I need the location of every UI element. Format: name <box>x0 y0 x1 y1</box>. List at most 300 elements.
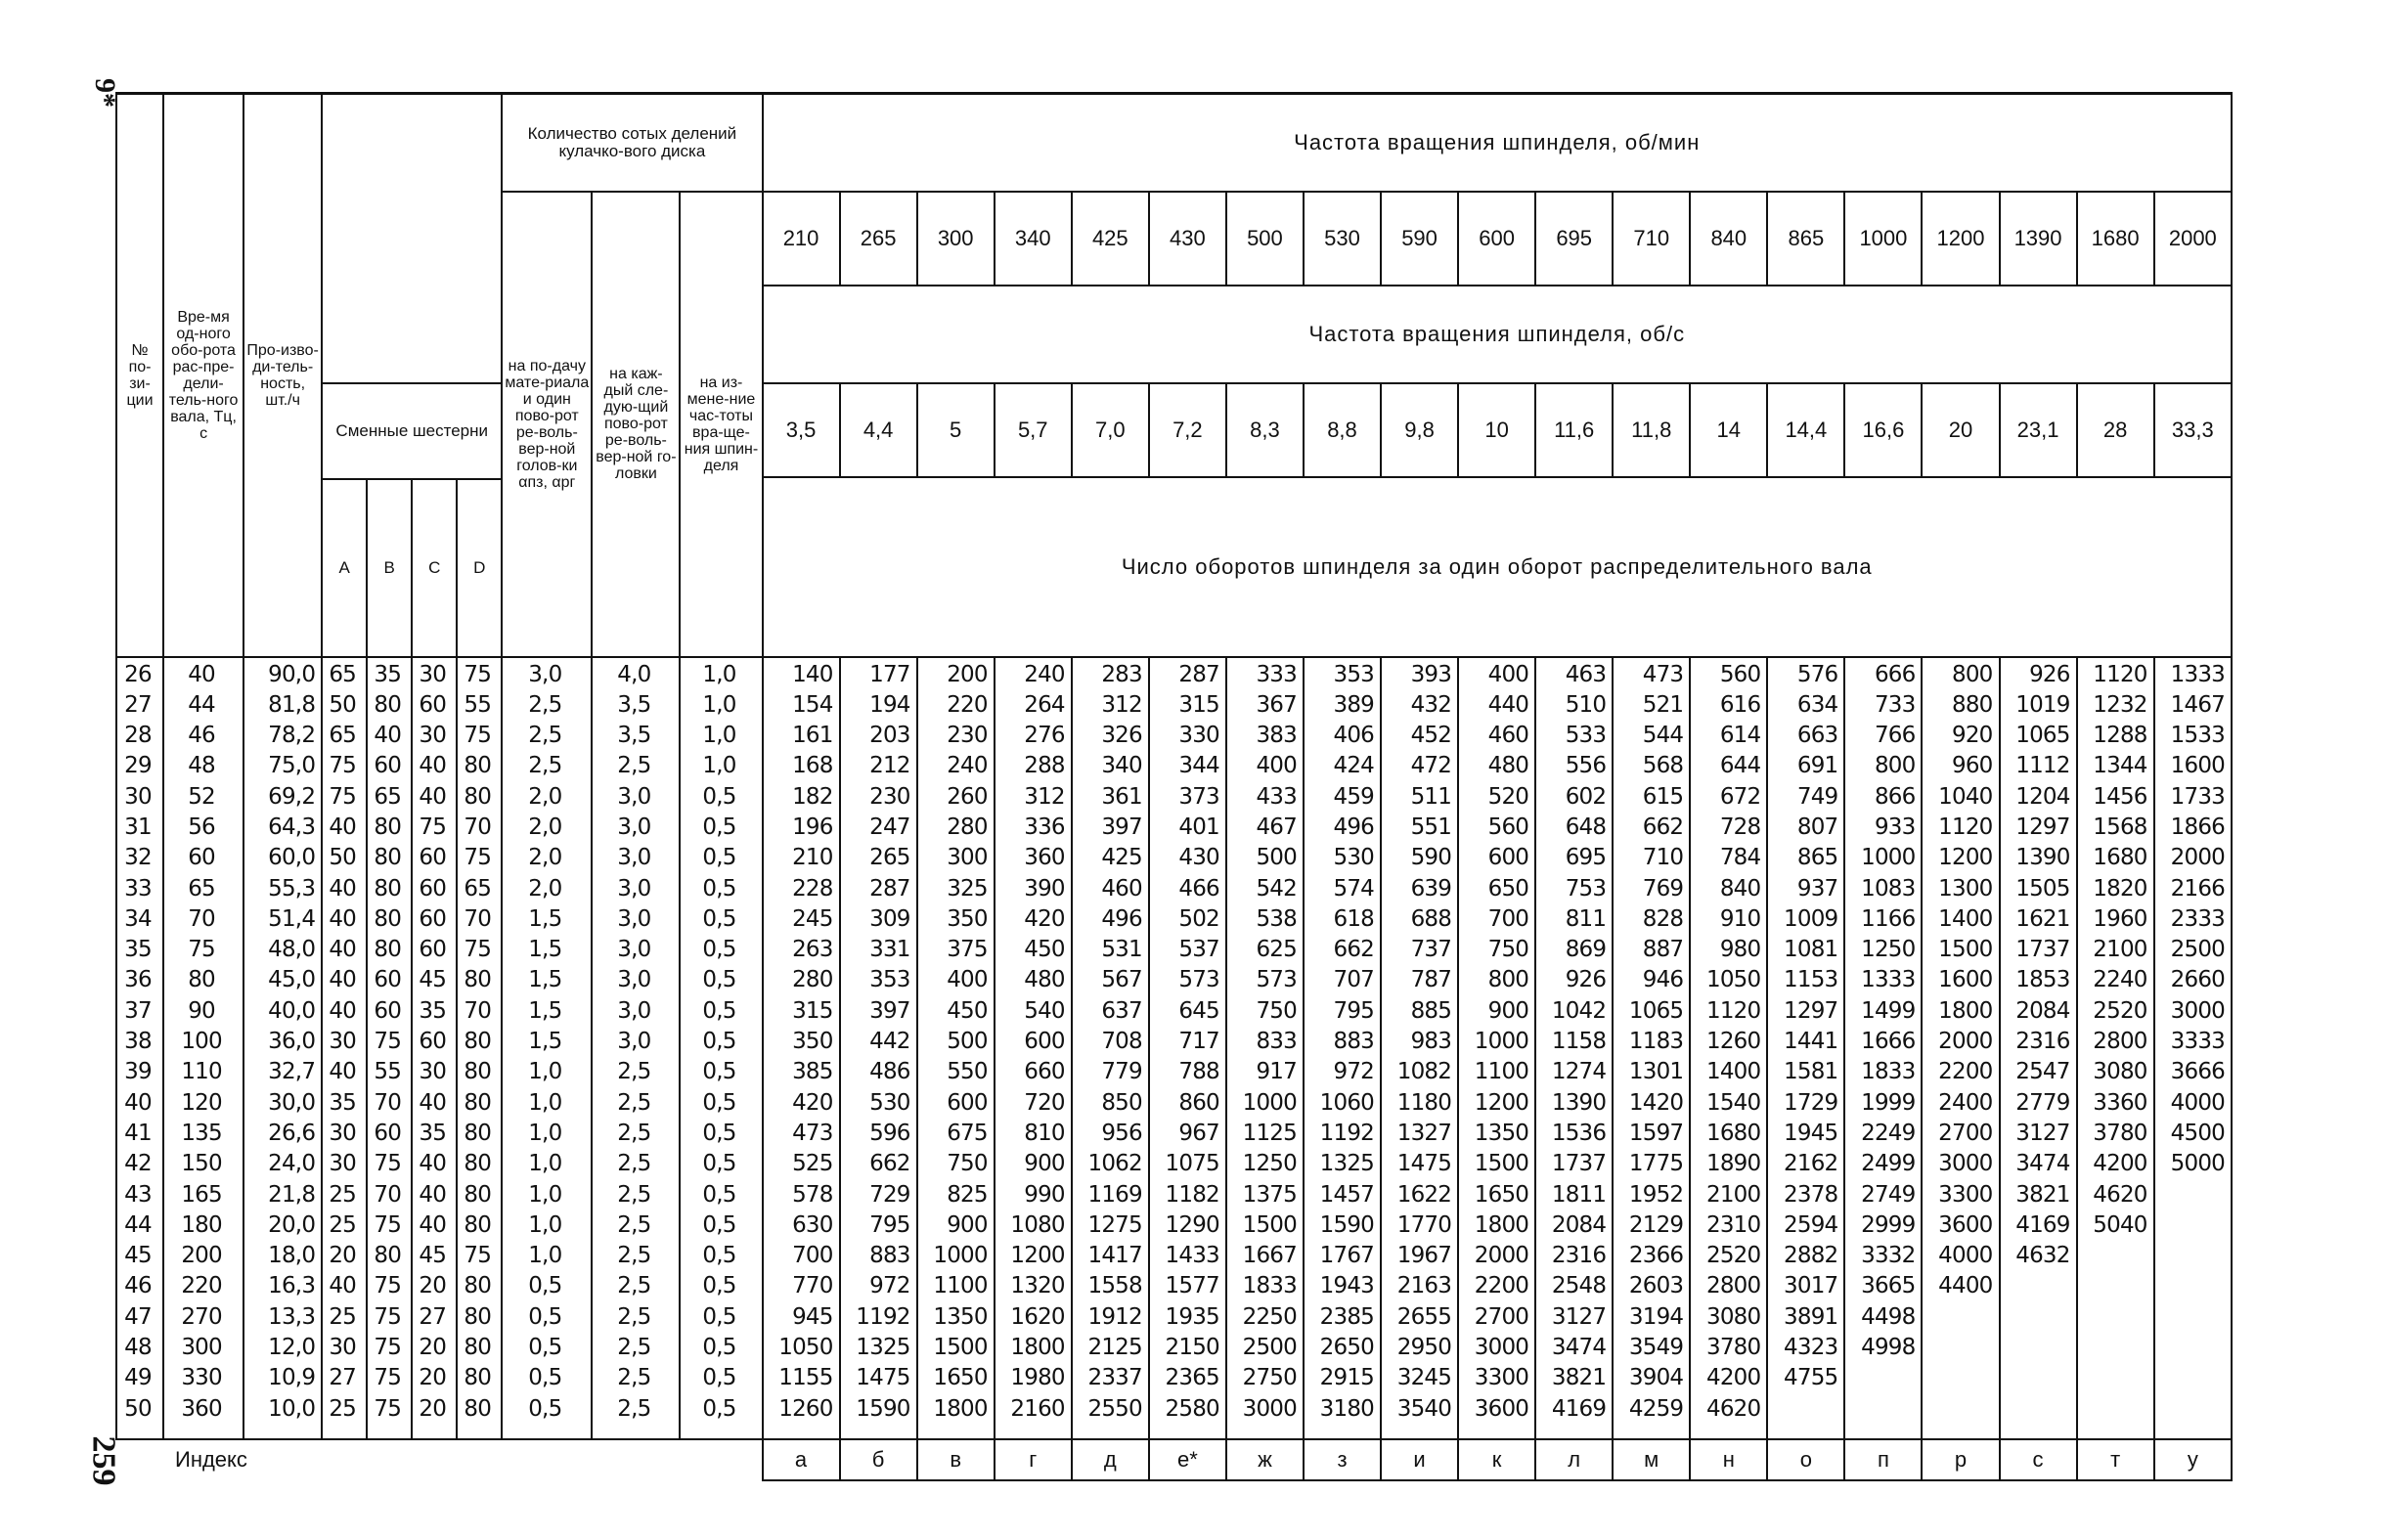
table-cell: 2500 <box>1242 1335 1297 1361</box>
table-cell: 400 <box>1487 661 1529 687</box>
table-cell: 1499 <box>1861 997 1916 1024</box>
rps-value: 33,3 <box>2154 383 2232 477</box>
table-cell: 1375 <box>1242 1181 1297 1208</box>
table-cell: 40 <box>419 783 447 810</box>
table-cell: 65 <box>329 661 356 687</box>
table-cell: 2310 <box>1705 1211 1761 1238</box>
table-cell: 1050 <box>1705 967 1761 993</box>
table-cell: 80 <box>464 1151 492 1177</box>
table-cell: 1420 <box>1628 1089 1684 1116</box>
table-cell: 4200 <box>2093 1151 2147 1177</box>
table-cell: 100 <box>181 1029 222 1055</box>
table-cell: 710 <box>1642 845 1684 871</box>
table-cell: 353 <box>1333 661 1375 687</box>
table-cell: 46 <box>188 723 215 749</box>
table-cell: 1775 <box>1628 1151 1684 1177</box>
table-cell: 520 <box>1487 783 1529 810</box>
table-cell: 972 <box>869 1273 910 1299</box>
table-cell: 361 <box>1101 783 1142 810</box>
table-cell: 1500 <box>933 1335 988 1361</box>
spindle-column <box>2000 657 2077 1439</box>
table-cell: 560 <box>1719 661 1761 687</box>
table-cell: 220 <box>947 691 988 718</box>
table-cell: 75 <box>374 1029 402 1055</box>
index-letter: б <box>840 1439 917 1480</box>
gears-blank-cell <box>322 94 502 383</box>
table-cell: 75 <box>374 1303 402 1330</box>
table-cell: 35 <box>419 997 447 1024</box>
table-cell: 33 <box>124 875 152 902</box>
rps-value: 7,0 <box>1072 383 1149 477</box>
table-cell: 2950 <box>1396 1335 1452 1361</box>
table-cell: 933 <box>1874 814 1916 840</box>
table-cell: 265 <box>869 845 910 871</box>
table-cell: 0,5 <box>702 1303 736 1330</box>
rpm-value: 695 <box>1535 192 1613 286</box>
table-cell: 463 <box>1565 661 1607 687</box>
table-cell: 525 <box>792 1151 833 1177</box>
table-cell: 383 <box>1256 723 1297 749</box>
table-cell: 825 <box>947 1181 988 1208</box>
table-cell: 3017 <box>1784 1273 1838 1299</box>
spindle-column <box>1149 657 1226 1439</box>
table-cell: 675 <box>947 1120 988 1146</box>
table-cell: 472 <box>1410 753 1452 779</box>
table-cell: 662 <box>1642 814 1684 840</box>
rps-value: 5,7 <box>995 383 1072 477</box>
table-cell: 2100 <box>1705 1181 1761 1208</box>
table-cell: 80 <box>374 1243 402 1269</box>
table-cell: 1297 <box>1784 997 1838 1024</box>
table-cell: 75 <box>374 1151 402 1177</box>
table-cell: 48,0 <box>268 937 316 963</box>
table-cell: 695 <box>1565 845 1607 871</box>
index-letter: ж <box>1226 1439 1304 1480</box>
table-cell: 1400 <box>1938 905 1993 932</box>
table-cell: 3665 <box>1861 1273 1916 1299</box>
rps-value: 28 <box>2077 383 2154 477</box>
table-cell: 885 <box>1410 997 1452 1024</box>
rps-value: 16,6 <box>1844 383 1922 477</box>
table-cell: 43 <box>124 1181 152 1208</box>
table-cell: 390 <box>1024 875 1065 902</box>
table-cell: 750 <box>1487 937 1529 963</box>
table-cell: 1,5 <box>528 905 562 932</box>
table-cell: 460 <box>1101 875 1142 902</box>
spindle-column <box>1072 657 1149 1439</box>
table-cell: 80 <box>374 814 402 840</box>
table-cell: 75 <box>464 1243 492 1269</box>
cam-each-column <box>592 657 680 1439</box>
table-cell: 2333 <box>2170 905 2225 932</box>
table-cell: 630 <box>792 1211 833 1238</box>
table-cell: 40 <box>419 1089 447 1116</box>
table-cell: 866 <box>1874 783 1916 810</box>
table-cell: 2,5 <box>528 691 562 718</box>
table-cell: 707 <box>1333 967 1375 993</box>
table-cell: 1019 <box>2015 691 2070 718</box>
table-cell: 326 <box>1101 723 1142 749</box>
table-cell: 331 <box>869 937 910 963</box>
table-cell: 4998 <box>1861 1335 1916 1361</box>
table-cell: 860 <box>1178 1089 1219 1116</box>
table-cell: 3600 <box>1474 1395 1529 1422</box>
table-cell: 1533 <box>2170 723 2225 749</box>
table-cell: 2385 <box>1319 1303 1375 1330</box>
table-cell: 480 <box>1487 753 1529 779</box>
table-cell: 531 <box>1101 937 1142 963</box>
table-cell: 75 <box>374 1211 402 1238</box>
table-cell: 425 <box>1101 845 1142 871</box>
productivity-column <box>243 657 322 1439</box>
table-cell: 1600 <box>2170 753 2225 779</box>
table-cell: 2603 <box>1628 1273 1684 1299</box>
table-cell: 325 <box>947 875 988 902</box>
table-cell: 350 <box>947 905 988 932</box>
table-cell: 2250 <box>1242 1303 1297 1330</box>
table-cell: 70 <box>374 1089 402 1116</box>
table-cell: 168 <box>792 753 833 779</box>
table-cell: 40 <box>329 1273 356 1299</box>
table-cell: 769 <box>1642 875 1684 902</box>
table-cell: 80 <box>464 967 492 993</box>
table-cell: 480 <box>1024 967 1065 993</box>
gear-d-column <box>457 657 502 1439</box>
table-cell: 2000 <box>1938 1029 1993 1055</box>
table-cell: 0,5 <box>702 997 736 1024</box>
table-cell: 883 <box>869 1243 910 1269</box>
table-cell: 967 <box>1178 1120 1219 1146</box>
table-cell: 333 <box>1256 661 1297 687</box>
table-cell: 2,5 <box>617 1059 651 1085</box>
table-cell: 1390 <box>2015 845 2070 871</box>
table-cell: 1853 <box>2015 967 2070 993</box>
table-cell: 69,2 <box>268 783 316 810</box>
table-cell: 3194 <box>1628 1303 1684 1330</box>
table-cell: 4000 <box>2170 1089 2225 1116</box>
table-cell: 2316 <box>2015 1029 2070 1055</box>
rps-value: 11,6 <box>1535 383 1613 477</box>
table-cell: 1275 <box>1087 1211 1142 1238</box>
table-cell: 35 <box>374 661 402 687</box>
table-cell: 440 <box>1487 691 1529 718</box>
table-cell: 75 <box>464 723 492 749</box>
table-cell: 1680 <box>2093 845 2147 871</box>
table-cell: 1,5 <box>528 967 562 993</box>
table-cell: 40 <box>329 937 356 963</box>
rpm-value: 530 <box>1304 192 1381 286</box>
spindle-column <box>1304 657 1381 1439</box>
table-cell: 2,5 <box>617 1181 651 1208</box>
table-cell: 688 <box>1410 905 1452 932</box>
table-cell: 25 <box>329 1211 356 1238</box>
spindle-column <box>1381 657 1458 1439</box>
table-cell: 20 <box>419 1365 447 1391</box>
table-cell: 3780 <box>1705 1335 1761 1361</box>
rpm-value: 1200 <box>1922 192 1999 286</box>
table-cell: 36,0 <box>268 1029 316 1055</box>
index-letter: у <box>2154 1439 2232 1480</box>
table-cell: 287 <box>869 875 910 902</box>
turns-title: Число оборотов шпинделя за один оборот распределительного вала <box>763 477 2232 657</box>
spindle-column <box>840 657 917 1439</box>
table-cell: 80 <box>374 905 402 932</box>
table-cell: 180 <box>181 1211 222 1238</box>
table-cell: 4200 <box>1705 1365 1761 1391</box>
table-cell: 1327 <box>1396 1120 1452 1146</box>
table-cell: 10,0 <box>268 1395 316 1422</box>
table-cell: 330 <box>181 1365 222 1391</box>
table-cell: 397 <box>869 997 910 1024</box>
spindle-column <box>995 657 1072 1439</box>
table-cell: 80 <box>374 691 402 718</box>
table-cell: 1475 <box>1396 1151 1452 1177</box>
table-cell: 75 <box>374 1273 402 1299</box>
table-cell: 3540 <box>1396 1395 1452 1422</box>
table-cell: 30 <box>419 661 447 687</box>
table-cell: 20 <box>419 1395 447 1422</box>
table-cell: 1441 <box>1784 1029 1838 1055</box>
table-cell: 39 <box>124 1059 152 1085</box>
cam-feed-column <box>502 657 592 1439</box>
spindle-speed-table <box>115 92 2233 1481</box>
table-cell: 48 <box>188 753 215 779</box>
table-cell: 753 <box>1565 875 1607 902</box>
table-cell: 44 <box>124 1211 152 1238</box>
table-cell: 717 <box>1178 1029 1219 1055</box>
position-column <box>116 657 163 1439</box>
table-cell: 0,5 <box>702 875 736 902</box>
table-cell: 2000 <box>2170 845 2225 871</box>
spindle-column <box>1458 657 1535 1439</box>
table-cell: 467 <box>1256 814 1297 840</box>
table-cell: 590 <box>1410 845 1452 871</box>
table-cell: 614 <box>1719 723 1761 749</box>
table-cell: 64,3 <box>268 814 316 840</box>
table-cell: 1042 <box>1551 997 1607 1024</box>
table-cell: 40 <box>374 723 402 749</box>
table-cell: 0,5 <box>702 1243 736 1269</box>
table-cell: 576 <box>1796 661 1838 687</box>
table-cell: 1558 <box>1087 1273 1142 1299</box>
table-cell: 165 <box>181 1181 222 1208</box>
table-cell: 1260 <box>1705 1029 1761 1055</box>
table-cell: 45 <box>124 1243 152 1269</box>
table-cell: 280 <box>947 814 988 840</box>
table-cell: 315 <box>1178 691 1219 718</box>
table-cell: 75 <box>329 753 356 779</box>
table-cell: 50 <box>124 1395 152 1422</box>
table-cell: 75 <box>464 937 492 963</box>
table-cell: 2550 <box>1087 1395 1142 1422</box>
table-cell: 502 <box>1178 905 1219 932</box>
table-cell: 3360 <box>2093 1089 2147 1116</box>
spindle-column <box>763 657 840 1439</box>
table-cell: 3891 <box>1784 1303 1838 1330</box>
table-cell: 12,0 <box>268 1335 316 1361</box>
table-cell: 309 <box>869 905 910 932</box>
table-cell: 0,5 <box>702 1181 736 1208</box>
table-cell: 473 <box>792 1120 833 1146</box>
table-cell: 212 <box>869 753 910 779</box>
table-cell: 0,5 <box>528 1395 562 1422</box>
table-cell: 2,5 <box>617 1365 651 1391</box>
table-cell: 648 <box>1565 814 1607 840</box>
table-cell: 315 <box>792 997 833 1024</box>
table-cell: 2,5 <box>617 1303 651 1330</box>
table-cell: 450 <box>1024 937 1065 963</box>
table-cell: 1650 <box>1474 1181 1529 1208</box>
table-cell: 32,7 <box>268 1059 316 1085</box>
table-cell: 833 <box>1256 1029 1297 1055</box>
table-cell: 473 <box>1642 661 1684 687</box>
table-cell: 2100 <box>2093 937 2147 963</box>
table-cell: 530 <box>869 1089 910 1116</box>
table-cell: 4,0 <box>617 661 651 687</box>
table-cell: 38 <box>124 1029 152 1055</box>
index-letter: о <box>1767 1439 1844 1480</box>
table-cell: 1062 <box>1087 1151 1142 1177</box>
table-cell: 0,5 <box>702 1029 736 1055</box>
table-cell: 75 <box>374 1395 402 1422</box>
table-cell: 0,5 <box>702 1395 736 1422</box>
table-cell: 1622 <box>1396 1181 1452 1208</box>
table-cell: 568 <box>1642 753 1684 779</box>
table-cell: 81,8 <box>268 691 316 718</box>
table-cell: 1457 <box>1319 1181 1375 1208</box>
table-cell: 542 <box>1256 875 1297 902</box>
rpm-value: 865 <box>1767 192 1844 286</box>
table-cell: 34 <box>124 905 152 932</box>
table-cell: 1666 <box>1861 1029 1916 1055</box>
table-cell: 1260 <box>778 1395 833 1422</box>
table-cell: 2400 <box>1938 1089 1993 1116</box>
table-cell: 560 <box>1487 814 1529 840</box>
table-cell: 980 <box>1719 937 1761 963</box>
table-cell: 1166 <box>1861 905 1916 932</box>
table-cell: 3,0 <box>617 997 651 1024</box>
table-cell: 1192 <box>1319 1120 1375 1146</box>
table-cell: 2200 <box>1474 1273 1529 1299</box>
table-cell: 283 <box>1101 661 1142 687</box>
table-cell: 2700 <box>1938 1120 1993 1146</box>
table-cell: 389 <box>1333 691 1375 718</box>
table-cell: 1120 <box>1938 814 1993 840</box>
table-cell: 750 <box>947 1151 988 1177</box>
index-letter: с <box>2000 1439 2077 1480</box>
table-cell: 1400 <box>1705 1059 1761 1085</box>
page-number: 259 <box>85 1435 122 1486</box>
table-cell: 344 <box>1178 753 1219 779</box>
spindle-column <box>1690 657 1767 1439</box>
index-letter: л <box>1535 1439 1613 1480</box>
table-cell: 30 <box>419 1059 447 1085</box>
table-cell: 80 <box>374 875 402 902</box>
table-cell: 1083 <box>1861 875 1916 902</box>
table-cell: 1952 <box>1628 1181 1684 1208</box>
table-cell: 353 <box>869 967 910 993</box>
table-cell: 2,5 <box>528 723 562 749</box>
cycle-time-header: Вре-мя од-ного обо-рота рас-пре-дели-тель-ного вала, Тц, с <box>163 94 243 657</box>
index-letter: г <box>995 1439 1072 1480</box>
position-header: № по-зи-ции <box>116 94 163 657</box>
rps-value: 8,3 <box>1226 383 1304 477</box>
table-cell: 40 <box>329 814 356 840</box>
table-cell: 2,5 <box>617 1335 651 1361</box>
table-cell: 550 <box>947 1059 988 1085</box>
table-cell: 1153 <box>1784 967 1838 993</box>
rpm-value: 2000 <box>2154 192 2232 286</box>
table-cell: 1200 <box>1474 1089 1529 1116</box>
table-cell: 2,5 <box>617 1151 651 1177</box>
table-cell: 2,0 <box>528 814 562 840</box>
table-cell: 16,3 <box>268 1273 316 1299</box>
table-cell: 956 <box>1101 1120 1142 1146</box>
table-cell: 230 <box>947 723 988 749</box>
gear-a-column <box>322 657 367 1439</box>
index-letter: е* <box>1149 1439 1226 1480</box>
table-cell: 3474 <box>1551 1335 1607 1361</box>
table-cell: 573 <box>1178 967 1219 993</box>
table-cell: 2750 <box>1242 1365 1297 1391</box>
table-cell: 1325 <box>856 1335 910 1361</box>
table-cell: 900 <box>1024 1151 1065 1177</box>
table-cell: 60 <box>419 905 447 932</box>
table-cell: 80 <box>464 1120 492 1146</box>
table-cell: 4169 <box>2015 1211 2070 1238</box>
table-cell: 1811 <box>1551 1181 1607 1208</box>
table-cell: 4169 <box>1551 1395 1607 1422</box>
table-cell: 3821 <box>2015 1181 2070 1208</box>
table-cell: 50 <box>329 691 356 718</box>
table-cell: 4620 <box>2093 1181 2147 1208</box>
table-cell: 424 <box>1333 753 1375 779</box>
table-cell: 60,0 <box>268 845 316 871</box>
table-cell: 2,5 <box>617 753 651 779</box>
table-cell: 2,5 <box>617 1211 651 1238</box>
table-cell: 1100 <box>1474 1059 1529 1085</box>
table-cell: 312 <box>1101 691 1142 718</box>
table-cell: 1945 <box>1784 1120 1838 1146</box>
table-cell: 27 <box>124 691 152 718</box>
table-cell: 80 <box>464 1395 492 1422</box>
table-cell: 400 <box>1256 753 1297 779</box>
table-cell: 1650 <box>933 1365 988 1391</box>
table-cell: 3127 <box>1551 1303 1607 1330</box>
table-cell: 24,0 <box>268 1151 316 1177</box>
rpm-value: 1000 <box>1844 192 1922 286</box>
rpm-value: 840 <box>1690 192 1767 286</box>
table-cell: 400 <box>947 967 988 993</box>
table-cell: 30,0 <box>268 1089 316 1116</box>
table-cell: 1536 <box>1551 1120 1607 1146</box>
index-letter: и <box>1381 1439 1458 1480</box>
table-cell: 1999 <box>1861 1089 1916 1116</box>
table-cell: 3245 <box>1396 1365 1452 1391</box>
table-cell: 52 <box>188 783 215 810</box>
rpm-title: Частота вращения шпинделя, об/мин <box>763 94 2232 192</box>
table-cell: 779 <box>1101 1059 1142 1085</box>
spindle-column <box>917 657 995 1439</box>
table-cell: 2337 <box>1087 1365 1142 1391</box>
table-cell: 60 <box>374 753 402 779</box>
table-cell: 45,0 <box>268 967 316 993</box>
table-cell: 521 <box>1642 691 1684 718</box>
table-cell: 1,0 <box>702 723 736 749</box>
table-cell: 0,5 <box>702 1365 736 1391</box>
table-cell: 946 <box>1642 967 1684 993</box>
table-cell: 2129 <box>1628 1211 1684 1238</box>
